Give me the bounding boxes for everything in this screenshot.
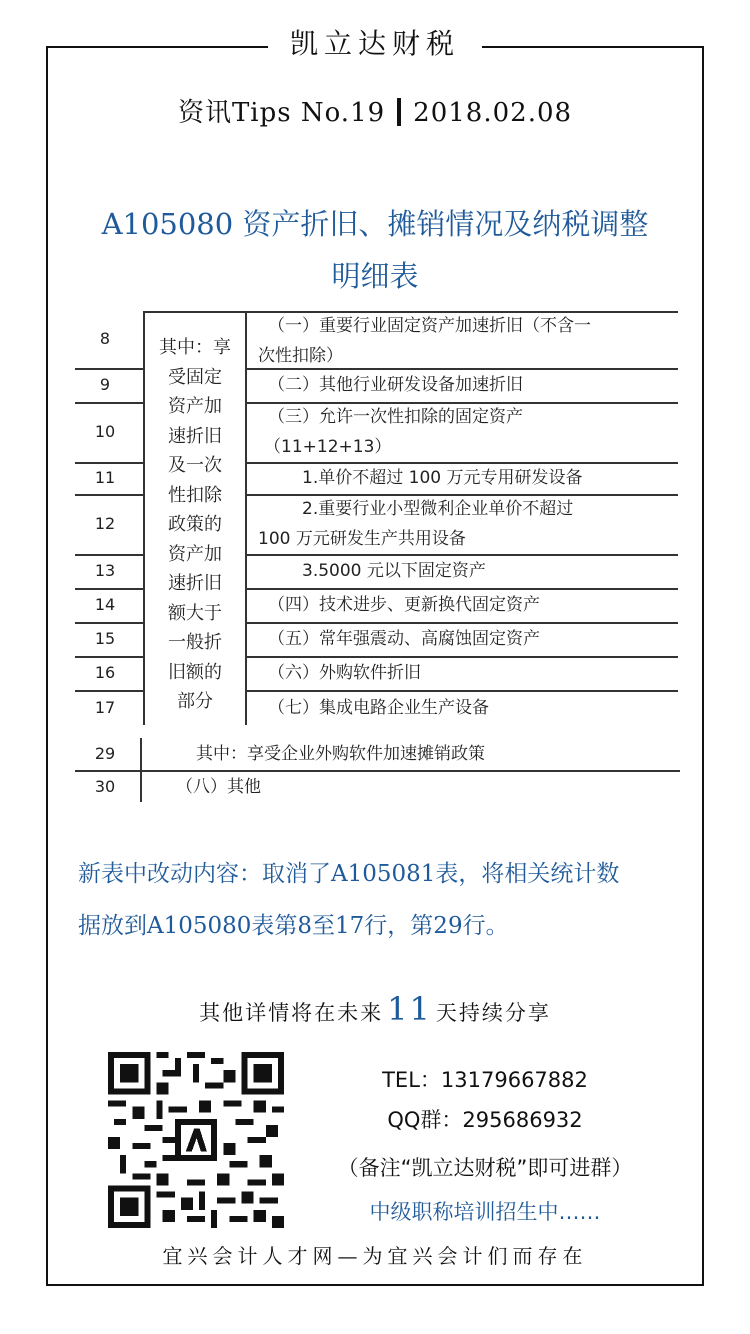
change-note-line-1: 新表中改动内容：取消了A105081表，将相关统计数: [78, 861, 620, 887]
row-description: （七）集成电路企业生产设备: [268, 698, 489, 718]
table-line: [75, 656, 145, 658]
row-description: （三）允许一次性扣除的固定资产 （11+12+13）: [264, 407, 523, 457]
table-line: [75, 622, 145, 624]
table-line: [140, 738, 142, 802]
brand-name: 凯立达财税: [268, 27, 482, 60]
row-number: 15: [94, 629, 116, 648]
table-line: [143, 311, 145, 725]
contact-qq-group: QQ群：295686932: [387, 1108, 583, 1132]
future-notice: 其他详情将在未来 11 天持续分享: [199, 990, 551, 1028]
row-number: 29: [94, 744, 116, 763]
contact-tel: TEL：13179667882: [382, 1068, 588, 1092]
row-description: 1.单价不超过 100 万元专用研发设备: [302, 468, 583, 488]
table-line: [245, 311, 247, 725]
row-description: （二）其他行业研发设备加速折旧: [268, 375, 523, 395]
table-line: [75, 462, 145, 464]
tips-label: 资讯Tips No.19: [177, 98, 386, 128]
group-label: 其中：享 受固定 资产加 速折旧 及一次 性扣除 政策的 资产加 速折旧 额大于 一般折 旧额的 部分: [159, 337, 231, 712]
row-number: 11: [94, 468, 116, 487]
qr-code: [108, 1052, 284, 1228]
days-count: 11: [387, 990, 432, 1028]
table-line: [75, 554, 145, 556]
tips-date: 2018.02.08: [413, 98, 573, 128]
row-number: 14: [94, 595, 116, 614]
row-number: 13: [94, 561, 116, 580]
row-description: 3.5000 元以下固定资产: [302, 561, 486, 581]
row-description: （六）外购软件折旧: [268, 663, 421, 683]
form-title-line-1: A105080 资产折旧、摊销情况及纳税调整: [101, 207, 649, 241]
row-number: 12: [94, 514, 116, 533]
row-number: 8: [99, 329, 111, 348]
row-description: 2.重要行业小型微利企业单价不超过 100 万元研发生产共用设备: [258, 499, 574, 549]
form-title-line-2: 明细表: [331, 259, 419, 293]
contact-remark: （备注“凯立达财税”即可进群）: [337, 1156, 633, 1180]
row-number: 17: [94, 698, 116, 717]
table-line: [245, 690, 678, 692]
change-note: [78, 848, 698, 952]
table-line: [75, 402, 145, 404]
row-number: 30: [94, 777, 116, 796]
row-description: （八）其他: [176, 777, 261, 797]
row-number: 16: [94, 663, 116, 682]
table-line: [75, 588, 145, 590]
footer-slogan: 宜兴会计人才网—为宜兴会计们而存在: [162, 1244, 588, 1268]
table-line: [75, 690, 145, 692]
table-line: [75, 494, 145, 496]
row-number: 10: [94, 422, 116, 441]
table-line: [75, 368, 145, 370]
row-description: （一）重要行业固定资产加速折旧（不含一 次性扣除）: [258, 316, 591, 366]
row-number: 9: [99, 375, 111, 394]
training-recruit: 中级职称培训招生中……: [369, 1200, 601, 1224]
change-note-line-2: 据放到A105080表第8至17行，第29行。: [78, 913, 509, 939]
row-description: （五）常年强震动、高腐蚀固定资产: [268, 629, 540, 649]
row-description: 其中：享受企业外购软件加速摊销政策: [196, 744, 485, 764]
row-description: （四）技术进步、更新换代固定资产: [268, 595, 540, 615]
